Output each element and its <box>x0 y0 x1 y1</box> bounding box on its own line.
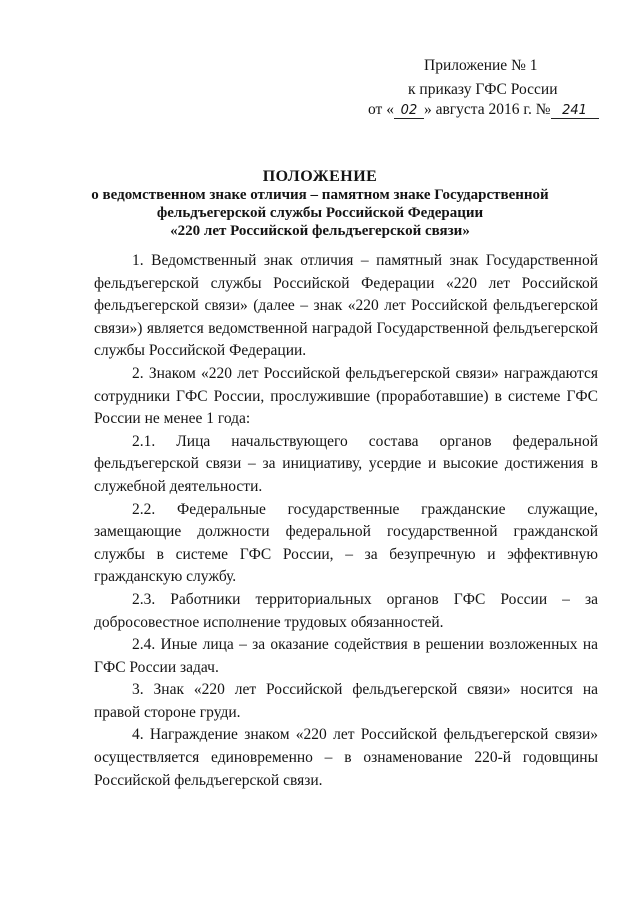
title-line-3: «220 лет Российской фельдъегерской связи» <box>170 223 470 239</box>
paragraph-1: 1. Ведомственный знак отличия – памятный знак Государственной фельдъегерской службы Российской Федерации «220 лет Российской фельдъегерской связи» (далее – знак «220 лет Российской фельдъегерской связи») является ведомственной наградой Государственной фельдъегерской службы Российской Федерации. <box>94 252 598 360</box>
handwritten-order-number: 241 <box>551 104 599 119</box>
date-middle: » августа 2016 г. № <box>423 101 551 118</box>
paragraph-2-3: 2.3. Работники территориальных органов ГФС России – за добросовестное исполнение трудовых обязанностей. <box>94 590 598 631</box>
order-date-line <box>368 100 599 120</box>
paragraph-2-4: 2.4. Иные лица – за оказание содействия в решении возложенных на ГФС России задач. <box>94 636 598 676</box>
document-body <box>94 250 598 792</box>
appendix-label: Приложение № 1 <box>424 57 538 74</box>
paragraph-3: 3. Знак «220 лет Российской фельдъегерской связи» носится на правой стороне груди. <box>94 681 598 721</box>
title-main: ПОЛОЖЕНИЕ <box>262 168 378 185</box>
paragraph-2-1: 2.1. Лица начальствующего состава органов федеральной фельдъегерской связи – за инициативу, усердие и высокие достижения в служебной деятельности. <box>94 432 598 495</box>
paragraph-2: 2. Знаком «220 лет Российской фельдъегерской связи» награждаются сотрудники ГФС России, прослужившие (проработавшие) в системе ГФС России не менее 1 года: <box>94 364 598 428</box>
paragraph-2-2: 2.2. Федеральные государственные гражданские служащие, замещающие должности федеральной государственной гражданской службы в системе ГФС России, – за безупречную и эффективную гражданскую службу. <box>94 500 598 586</box>
title-line-1: о ведомственном знаке отличия – памятном знаке Государственной <box>91 187 549 203</box>
date-prefix: от « <box>368 101 394 118</box>
order-reference: к приказу ГФС России <box>408 81 558 98</box>
title-line-2: фельдъегерской службы Российской Федерации <box>156 205 484 221</box>
document-title <box>90 168 550 240</box>
handwritten-day: 02 <box>394 104 424 119</box>
paragraph-4: 4. Награждение знаком «220 лет Российской фельдъегерской связи» осуществляется единовременно – в ознаменование 220-й годовщины Российской фельдъегерской связи. <box>94 726 598 789</box>
